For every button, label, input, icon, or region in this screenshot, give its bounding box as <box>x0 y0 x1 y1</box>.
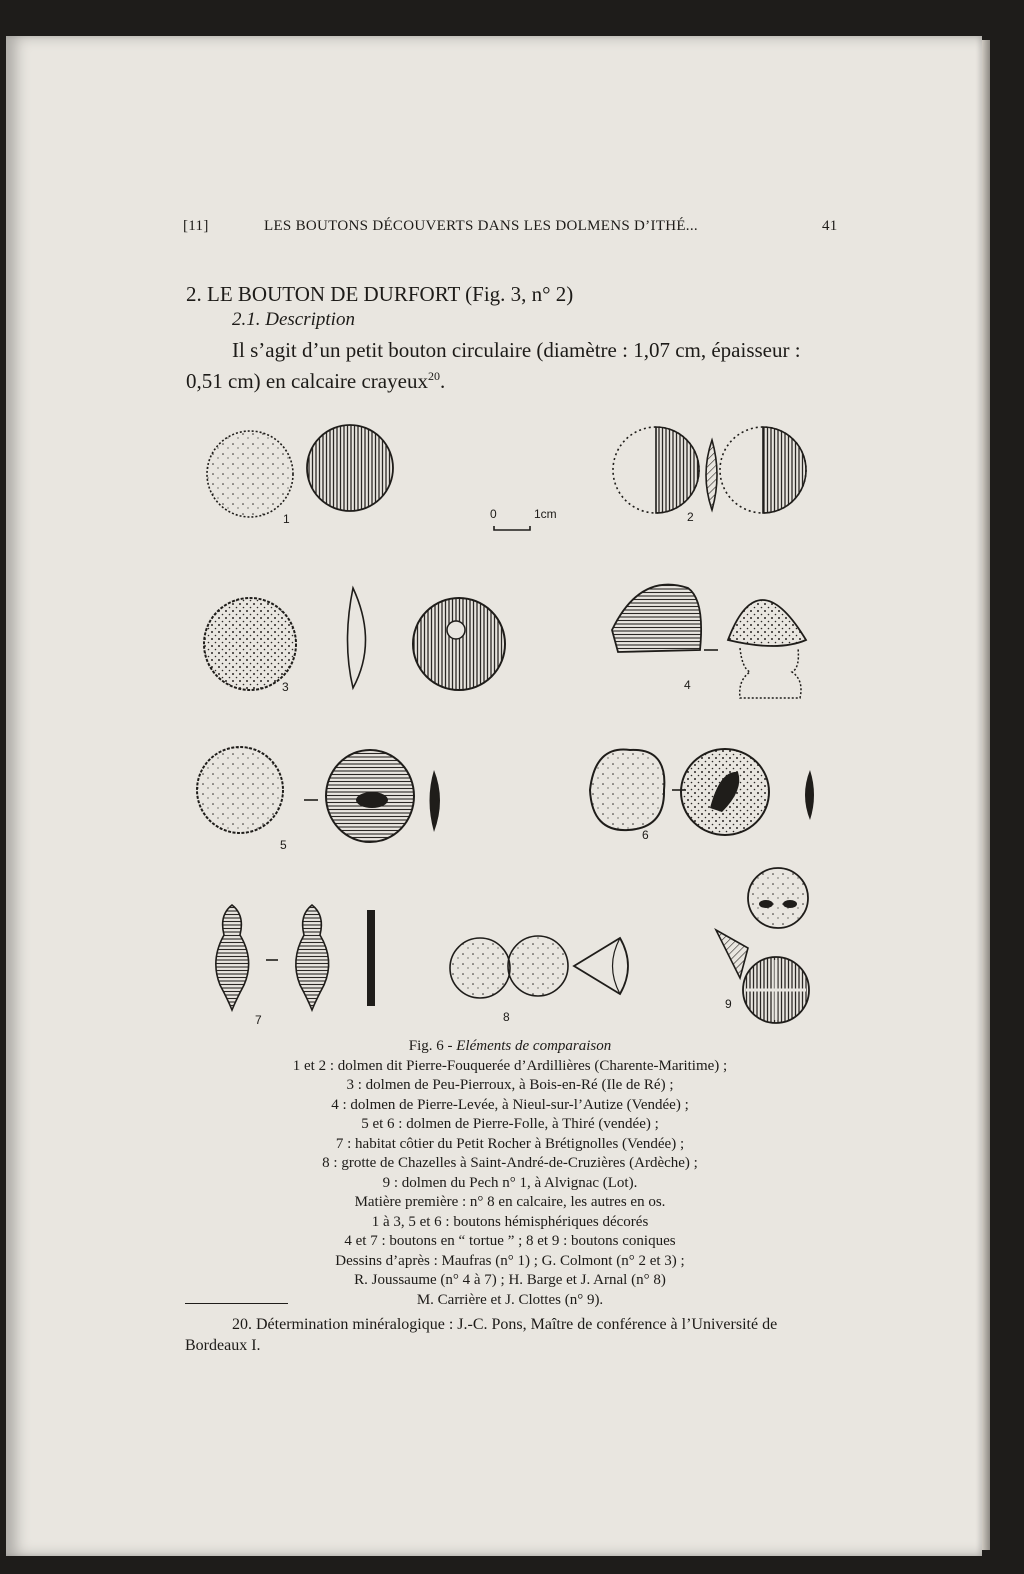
paragraph-line-2: 0,51 cm) en calcaire crayeux$^{20}$. <box>186 369 446 393</box>
caption-line: 1 et 2 : dolmen dit Pierre-Fouquerée d’Ardillières (Charente-Maritime) ; <box>292 1057 728 1074</box>
caption-line: 1 à 3, 5 et 6 : boutons hémisphériques décorés <box>371 1213 649 1230</box>
figure-caption <box>150 1037 870 1310</box>
caption-line: R. Joussaume (n° 4 à 7) ; H. Barge et J. Arnal (n° 8) <box>354 1272 666 1288</box>
caption-line: 3 : dolmen de Peu-Pierroux, à Bois-en-Ré (Ile de Ré) ; <box>346 1077 674 1093</box>
figure-label-6: 6 <box>642 828 649 842</box>
button-3-drawing <box>204 588 505 690</box>
figure-label-5: 5 <box>280 838 287 852</box>
caption-line: 9 : dolmen du Pech n° 1, à Alvignac (Lot). <box>382 1174 638 1191</box>
button-2-drawing <box>613 427 806 513</box>
scale-unit-label: 1cm <box>534 507 557 521</box>
caption-line: 7 : habitat côtier du Petit Rocher à Brétignolles (Vendée) ; <box>335 1135 685 1152</box>
button-8-drawing <box>450 936 628 998</box>
button-4-drawing <box>612 585 806 698</box>
footnote-rule <box>185 1303 288 1304</box>
caption-line: 5 et 6 : dolmen de Pierre-Folle, à Thiré (vendée) ; <box>361 1116 659 1132</box>
paragraph-line-1: Il s’agit d’un petit bouton circulaire (diamètre : 1,07 cm, épaisseur : <box>232 338 801 362</box>
header-page-ref: [11] <box>183 218 209 234</box>
figure-label-9: 9 <box>725 997 732 1011</box>
figure-label-8: 8 <box>503 1010 510 1024</box>
caption-line: M. Carrière et J. Clottes (n° 9). <box>416 1291 604 1308</box>
figure-label-1: 1 <box>283 512 290 526</box>
button-5-drawing <box>197 747 440 842</box>
figure-label-4: 4 <box>684 678 691 692</box>
button-6-drawing <box>590 749 814 835</box>
caption-line: 8 : grotte de Chazelles à Saint-André-de-Cruzières (Ardèche) ; <box>322 1155 698 1171</box>
button-7-drawing <box>216 905 375 1010</box>
scale-bar <box>494 526 530 530</box>
caption-line: 4 et 7 : boutons en “ tortue ” ; 8 et 9 : boutons coniques <box>344 1233 676 1249</box>
page-number: 41 <box>822 218 838 234</box>
caption-title: Fig. 6 - Eléments de comparaison <box>408 1038 612 1054</box>
scale-zero-label: 0 <box>490 507 497 521</box>
section-subtitle: 2.1. Description <box>232 309 355 330</box>
caption-line: Matière première : n° 8 en calcaire, les autres en os. <box>354 1194 666 1210</box>
figure-label-7: 7 <box>255 1013 262 1027</box>
button-1-drawing <box>207 425 393 517</box>
footnote-ref: 20 <box>427 369 440 383</box>
footnote-line-2: Bordeaux I. <box>185 1337 261 1354</box>
figure-label-2: 2 <box>687 510 694 524</box>
footnote-line-1: 20. Détermination minéralogique : J.-C. Pons, Maître de conférence à l’Université de <box>232 1316 778 1333</box>
caption-line: 4 : dolmen de Pierre-Levée, à Nieul-sur-l’Autize (Vendée) ; <box>331 1096 689 1113</box>
section-title: 2. LE BOUTON DE DURFORT (Fig. 3, n° 2) <box>186 282 574 306</box>
figure-label-3: 3 <box>282 680 289 694</box>
running-title: LES BOUTONS DÉCOUVERTS DANS LES DOLMENS D’ITHÉ... <box>264 218 698 234</box>
caption-line: Dessins d’après : Maufras (n° 1) ; G. Colmont (n° 2 et 3) ; <box>335 1252 685 1269</box>
